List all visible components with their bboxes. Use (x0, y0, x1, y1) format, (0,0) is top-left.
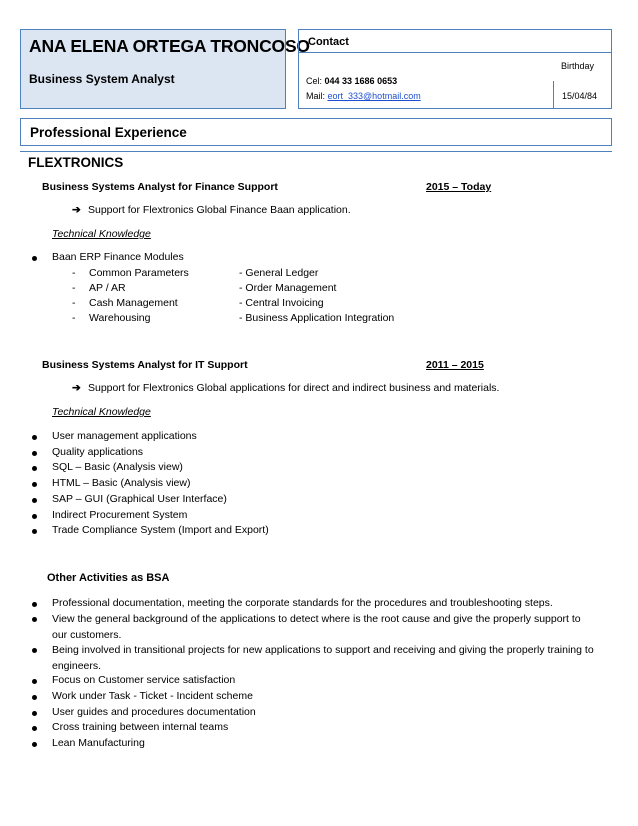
module-item: - (72, 282, 76, 294)
arrow-right-icon: ➔ (72, 204, 81, 216)
other-activities-title: Other Activities as BSA (47, 572, 170, 584)
module-right: - Order Management (239, 282, 337, 294)
technical-knowledge-label: Technical Knowledge (52, 228, 151, 240)
list-item: SQL – Basic (Analysis view) (52, 461, 183, 473)
module-right: - Central Invoicing (239, 297, 324, 309)
phone-label: Cel: (306, 76, 325, 86)
bullet-icon (32, 466, 37, 471)
bullet-icon (32, 529, 37, 534)
module-right: - Business Application Integration (239, 312, 395, 324)
list-item: Indirect Procurement System (52, 509, 187, 521)
module-left: Warehousing (89, 312, 151, 324)
technical-knowledge-label: Technical Knowledge (52, 406, 151, 418)
bullet-icon (32, 602, 37, 607)
bullet-icon (32, 742, 37, 747)
contact-box (298, 29, 612, 109)
section-header-box (20, 118, 612, 146)
birthday-value: 15/04/84 (562, 91, 598, 101)
list-item: HTML – Basic (Analysis view) (52, 477, 190, 489)
contact-header (299, 30, 611, 53)
job-title: Business System Analyst (29, 72, 175, 86)
email-label: Mail: (306, 91, 328, 101)
bullet-icon (32, 726, 37, 731)
job-summary-line (72, 382, 499, 394)
job-role: Business Systems Analyst for Finance Support (42, 181, 278, 193)
list-item: Professional documentation, meeting the corporate standards for the procedures and troubleshooting steps. (52, 597, 553, 609)
list-item: User guides and procedures documentation (52, 706, 256, 718)
birthday-label: Birthday (561, 61, 595, 71)
bullet-icon (32, 514, 37, 519)
job-period: 2015 – Today (426, 181, 492, 193)
list-item: User management applications (52, 430, 197, 442)
job-period: 2011 – 2015 (426, 359, 484, 371)
list-item: Baan ERP Finance Modules (52, 251, 184, 263)
phone-line (306, 76, 397, 86)
job-summary: Support for Flextronics Global applications for direct and indirect business and materials. (88, 382, 500, 394)
section-divider (20, 151, 612, 152)
email-link[interactable]: eort_333@hotmail.com (327, 91, 421, 101)
candidate-name: ANA ELENA ORTEGA TRONCOSO (29, 36, 310, 56)
list-item: Quality applications (52, 446, 143, 458)
module-item: - (72, 267, 76, 279)
list-item: Focus on Customer service satisfaction (52, 674, 235, 686)
list-item: Trade Compliance System (Import and Export) (52, 524, 269, 536)
list-item: Work under Task - Ticket - Incident scheme (52, 690, 253, 702)
job-summary-line (72, 204, 351, 216)
module-item: - (72, 312, 76, 324)
bullet-icon (32, 435, 37, 440)
name-box (20, 29, 310, 109)
list-item: Cross training between internal teams (52, 721, 228, 733)
bullet-icon (32, 648, 37, 653)
contact-label: Contact (308, 36, 349, 48)
module-left: AP / AR (89, 282, 126, 294)
module-item: - (72, 297, 76, 309)
bullet-icon (32, 711, 37, 716)
phone-value: 044 33 1686 0653 (324, 76, 398, 86)
list-item: SAP – GUI (Graphical User Interface) (52, 493, 227, 505)
section-title: Professional Experience (30, 125, 187, 140)
list-item: View the general background of the applications to detect where is the root cause and give the properly support to our customers. (52, 612, 597, 643)
bullet-icon (32, 617, 37, 622)
module-right: - General Ledger (239, 267, 319, 279)
job-summary: Support for Flextronics Global Finance Baan application. (88, 204, 351, 216)
job-role: Business Systems Analyst for IT Support (42, 359, 248, 371)
list-item: Lean Manufacturing (52, 737, 145, 749)
bullet-icon (32, 498, 37, 503)
arrow-right-icon: ➔ (72, 382, 81, 394)
bullet-icon (32, 256, 37, 261)
bullet-icon (32, 679, 37, 684)
bullet-icon (32, 695, 37, 700)
birthday-cell (553, 81, 611, 109)
bullet-icon (32, 451, 37, 456)
company-name: FLEXTRONICS (28, 155, 124, 170)
bullet-icon (32, 482, 37, 487)
module-left: Cash Management (89, 297, 178, 309)
list-item: Being involved in transitional projects for new applications to support and receiving and giving the properly training to engineers. (52, 643, 597, 674)
module-left: Common Parameters (89, 267, 189, 279)
email-line (306, 91, 421, 101)
